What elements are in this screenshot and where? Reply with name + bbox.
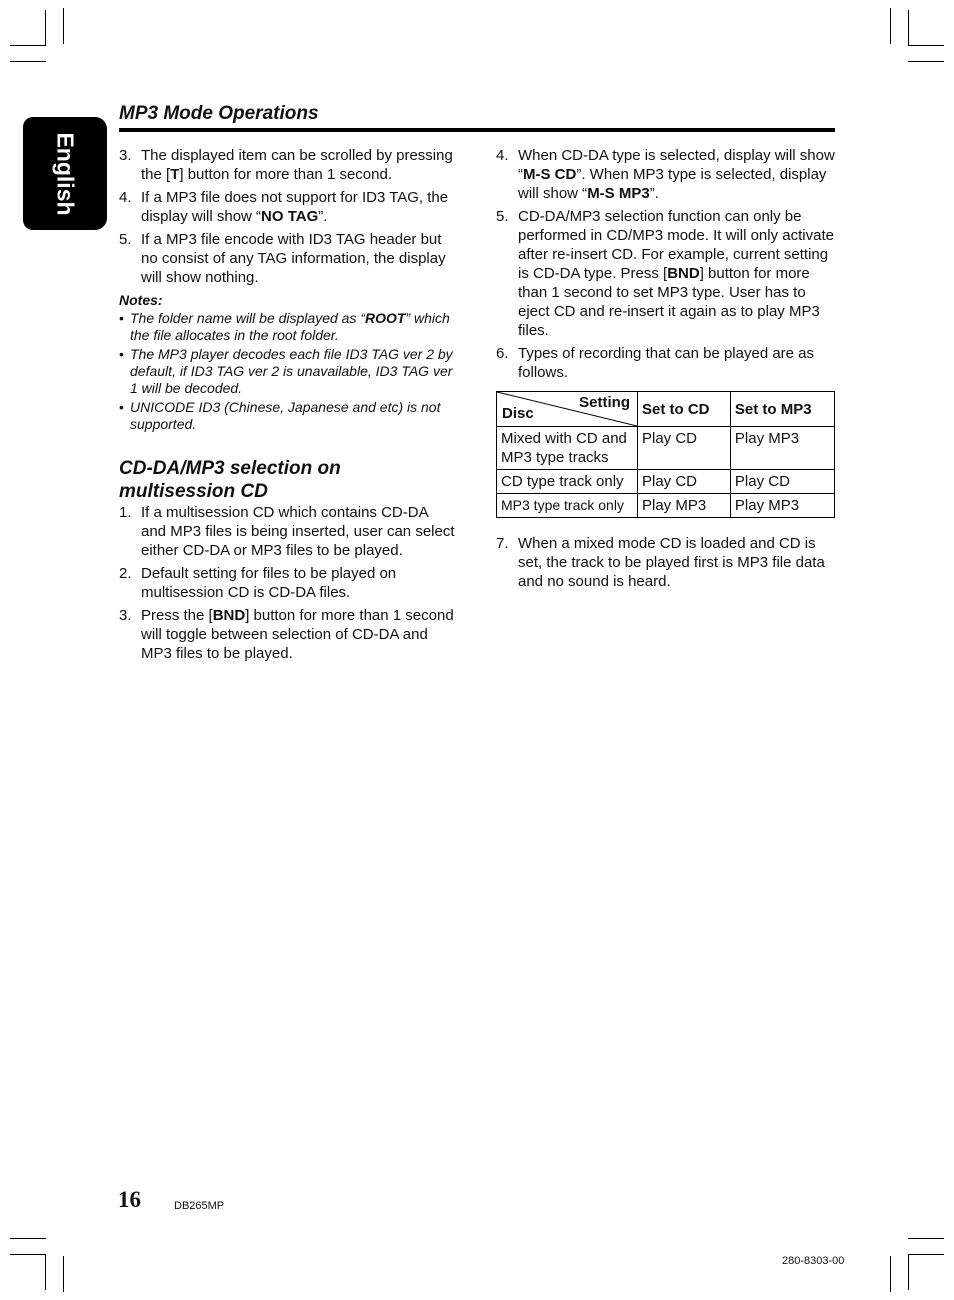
table-body: [497, 427, 835, 518]
bold-text: M-S MP3: [587, 185, 650, 202]
list-item-number: 3.: [119, 607, 132, 624]
right-item-list: [496, 146, 836, 382]
text-run: CD-DA/MP3 selection function can only be performed in CD/MP3 mode. It will only activate after re-insert CD. For example, current setting is CD-DA type. Press [: [518, 208, 834, 282]
list-item-number: 3.: [119, 147, 132, 164]
disc-type-cell: CD type track only: [497, 470, 638, 494]
list-item: [119, 146, 455, 184]
list-item-number: 4.: [119, 189, 132, 206]
subsection-heading-line2: multisession CD: [119, 481, 268, 502]
title-rule: [119, 128, 835, 132]
text-run: ] button for more than 1 second.: [179, 166, 392, 183]
page-number: 16: [118, 1187, 141, 1212]
list-item: [496, 146, 836, 203]
list-item: [119, 564, 455, 602]
set-to-mp3-cell: Play MP3: [730, 427, 834, 470]
list-item: [496, 534, 836, 591]
note-item: [119, 310, 455, 344]
bullet: •: [119, 399, 124, 415]
text-run: When CD-DA type is selected, display will show “: [518, 147, 835, 183]
text-run: ] button for more than 1 second to set MP3 type. User has to eject CD and re-insert it again as to play MP3 files.: [518, 265, 820, 339]
set-to-cd-cell: Play CD: [638, 427, 731, 470]
bold-text: BND: [212, 607, 246, 624]
crop-mark: [10, 1238, 46, 1239]
crop-mark: [10, 61, 46, 62]
text-run: The MP3 player decodes each file ID3 TAG ver 2 by default, if ID3 TAG ver 2 is unavailable, ID3 TAG ver 1 will be decoded.: [130, 346, 453, 396]
language-tab: [23, 117, 107, 230]
crop-mark: [890, 8, 891, 44]
list-item-number: 6.: [496, 345, 509, 362]
note-item: [119, 346, 455, 397]
left-column: [119, 146, 455, 667]
corner-disc-label: Disc: [502, 405, 534, 422]
table-row: [497, 494, 835, 518]
crop-mark: [63, 1256, 64, 1292]
list-item: [119, 188, 455, 226]
note-item: [119, 399, 455, 433]
text-run: If a MP3 file encode with ID3 TAG header but no consist of any TAG information, the display will show nothing.: [141, 231, 446, 286]
text-run: The displayed item can be scrolled by pressing the [: [141, 147, 453, 183]
text-run: ”.: [649, 185, 659, 202]
crop-mark: [908, 61, 944, 62]
subsection-item-list: [119, 503, 455, 663]
list-item: [119, 606, 455, 663]
bold-text: M-S CD: [523, 166, 577, 183]
right-column: [496, 146, 836, 595]
bold-text: T: [170, 166, 180, 183]
table-header-row: [497, 392, 835, 427]
bold-text: ROOT: [365, 310, 406, 326]
text-run: ”.: [318, 208, 328, 225]
list-item: [119, 230, 455, 287]
list-item: [119, 503, 455, 560]
column-header-set-to-cd: Set to CD: [638, 392, 731, 427]
notes-list: [119, 310, 455, 433]
crop-mark: [890, 1256, 891, 1292]
text-run: Types of recording that can be played are as follows.: [518, 345, 815, 381]
section-title: MP3 Mode Operations: [119, 103, 319, 124]
disc-type-cell: Mixed with CD and MP3 type tracks: [497, 427, 638, 470]
notes-title: Notes:: [119, 292, 163, 308]
crop-mark: [908, 1254, 944, 1255]
crop-mark: [908, 1254, 909, 1290]
text-run: UNICODE ID3 (Chinese, Japanese and etc) is not supported.: [130, 399, 441, 432]
list-item-number: 4.: [496, 147, 509, 164]
text-run: If a MP3 file does not support for ID3 TAG, the display will show “: [141, 189, 449, 225]
crop-mark: [45, 10, 46, 46]
list-item-number: 2.: [119, 565, 132, 582]
list-item: [496, 207, 836, 340]
list-item-number: 1.: [119, 504, 132, 521]
text-run: The folder name will be displayed as “: [130, 310, 366, 326]
bullet: •: [119, 346, 124, 362]
bullet: •: [119, 310, 124, 326]
crop-mark: [10, 45, 46, 46]
bold-text: BND: [667, 265, 700, 282]
subsection-heading-line1: CD-DA/MP3 selection on: [119, 458, 341, 479]
text-run: Default setting for files to be played on multisession CD is CD-DA files.: [141, 565, 397, 601]
list-item-number: 7.: [496, 535, 509, 552]
table-row: [497, 470, 835, 494]
text-run: ”. When MP3 type is selected, display will show “: [518, 166, 827, 202]
text-run: Press the [: [141, 607, 213, 624]
text-run: ] button for more than 1 second will toggle between selection of CD-DA and MP3 files to be played.: [141, 607, 454, 662]
column-header-set-to-mp3: Set to MP3: [730, 392, 834, 427]
crop-mark: [63, 8, 64, 44]
list-item-number: 5.: [119, 231, 132, 248]
disc-type-cell: MP3 type track only: [497, 494, 638, 518]
set-to-mp3-cell: Play MP3: [730, 494, 834, 518]
set-to-cd-cell: Play CD: [638, 470, 731, 494]
crop-mark: [908, 1238, 944, 1239]
right-item-list-after: [496, 534, 836, 591]
model-number: DB265MP: [174, 1200, 225, 1212]
left-item-list: [119, 146, 455, 287]
text-run: ” which the file allocates in the root folder.: [130, 310, 450, 343]
crop-mark: [45, 1254, 46, 1290]
crop-mark: [10, 1254, 46, 1255]
table-corner-cell: [497, 392, 638, 427]
bold-text: NO TAG: [261, 208, 319, 225]
subsection-heading: [119, 457, 455, 503]
language-tab-label: English: [52, 131, 79, 216]
corner-setting-label: Setting: [579, 394, 630, 411]
crop-mark: [908, 45, 944, 46]
recording-types-table: [496, 391, 835, 518]
list-item-number: 5.: [496, 208, 509, 225]
list-item: [496, 344, 836, 382]
part-number: 280-8303-00: [782, 1255, 845, 1267]
text-run: If a multisession CD which contains CD-DA and MP3 files is being inserted, user can select either CD-DA or MP3 files to be played.: [141, 504, 455, 559]
set-to-mp3-cell: Play CD: [730, 470, 834, 494]
crop-mark: [908, 10, 909, 46]
text-run: When a mixed mode CD is loaded and CD is set, the track to be played first is MP3 file data and no sound is heard.: [518, 535, 825, 590]
table-row: [497, 427, 835, 470]
set-to-cd-cell: Play MP3: [638, 494, 731, 518]
